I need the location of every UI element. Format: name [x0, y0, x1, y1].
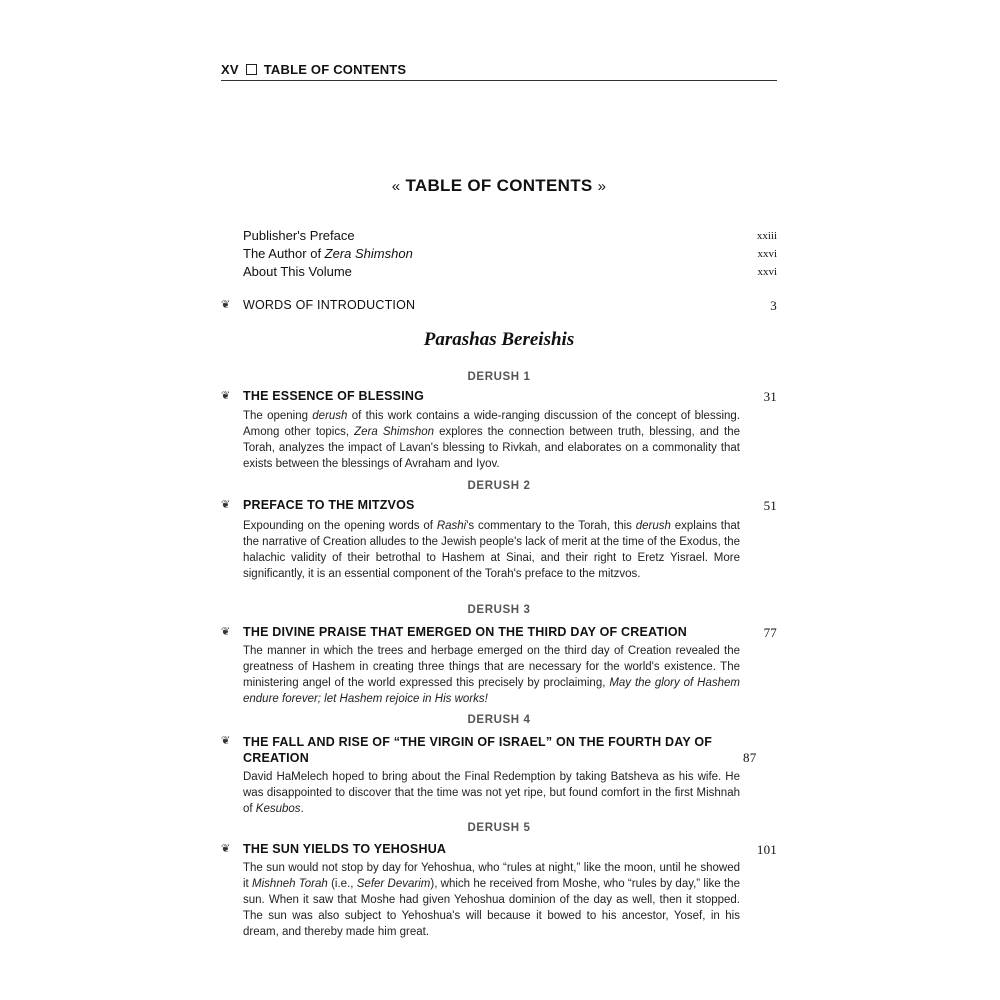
italic-term: Mishneh Torah	[252, 878, 328, 890]
derush-entry[interactable]	[221, 625, 777, 641]
running-head-page-number: XV	[221, 61, 239, 77]
front-matter-item[interactable]	[243, 227, 777, 245]
derush-entry[interactable]	[221, 389, 777, 405]
derush-label: DERUSH 4	[467, 714, 531, 726]
fleuron-icon: ❦	[221, 299, 231, 311]
front-matter-title: About This Volume	[243, 264, 352, 279]
derush-page: 51	[763, 498, 777, 513]
derush-title: THE SUN YIELDS TO YEHOSHUA	[243, 842, 447, 856]
derush-title: THE ESSENCE OF BLESSING	[243, 389, 425, 403]
left-ornament-icon: «	[391, 178, 401, 195]
derush-description: David HaMelech hoped to bring about the Final Redemption by taking Batsheva as his wife. He was disappointed to discover that the time was not yet ripe, but found comfort in the first Mishnah of Kesubos.	[243, 771, 740, 815]
fleuron-icon: ❦	[221, 626, 231, 638]
front-matter-list	[243, 227, 777, 281]
derush-label: DERUSH 5	[467, 822, 531, 834]
derush-page: 87	[743, 750, 757, 765]
toc-title-text: TABLE OF CONTENTS	[405, 176, 593, 195]
derush-description: The opening derush of this work contains a wide-ranging discussion of the concept of blessing. Among other topics, Zera Shimshon explores the connection between truth, blessing, and the Torah, analyzes the impact of Lavan's blessing to Rivkah, and elaborates on a commonality that exists between the blessings of Avraham and Iyov.	[243, 410, 740, 470]
front-matter-title: Publisher's Preface	[243, 228, 355, 243]
running-head	[221, 58, 777, 81]
italic-term: Sefer Devarim	[356, 878, 431, 890]
front-matter-page: xxvi	[757, 266, 777, 278]
front-matter-title: The Author of Zera Shimshon	[243, 246, 413, 261]
parasha-heading: Parashas Bereishis	[423, 329, 575, 350]
derush-title: THE DIVINE PRAISE THAT EMERGED ON THE THIRD DAY OF CREATION	[243, 625, 688, 639]
derush-label: DERUSH 2	[467, 480, 531, 492]
square-ornament-icon	[246, 64, 257, 75]
derush-entry[interactable]	[221, 498, 777, 514]
derush-title: THE FALL AND RISE OF “THE VIRGIN OF ISRAEL” ON THE FOURTH DAY OF CREATION	[243, 735, 713, 765]
italic-term: Kesubos	[255, 803, 301, 815]
italic-term: derush	[312, 410, 348, 422]
front-matter-item[interactable]	[243, 245, 777, 263]
introduction-entry[interactable]	[221, 298, 777, 314]
italic-term: derush	[635, 520, 671, 532]
derush-description: The manner in which the trees and herbage emerged on the third day of Creation revealed the greatness of Hashem in creating three things that are necessary for the world's existence. The ministering angel of the world expressed this precisely by proclaiming, May the glory of Hashem endure forever; let Hashem rejoice in His works!	[243, 645, 740, 705]
front-matter-page: xxvi	[757, 248, 777, 260]
derush-page: 101	[756, 842, 777, 857]
front-matter-item[interactable]	[243, 263, 777, 281]
fleuron-icon: ❦	[221, 390, 231, 402]
toc-title	[221, 176, 777, 196]
running-head-title: TABLE OF CONTENTS	[263, 61, 407, 77]
derush-description: The sun would not stop by day for Yehoshua, who “rules at night,” like the moon, until he showed it Mishneh Torah (i.e., Sefer Devarim), which he received from Moshe, who “rules by day,” like the sun. When it saw that Moshe had given Yehoshua dominion of the day as well, then it stopped. The sun was also subject to Yehoshua's will because it bowed to his ancestor, Yosef, in his dream, and thereby made him great.	[243, 862, 740, 938]
derush-page: 31	[763, 389, 777, 404]
introduction-page: 3	[770, 298, 777, 313]
italic-term: Zera Shimshon	[354, 426, 435, 438]
fleuron-icon: ❦	[221, 843, 231, 855]
derush-title: PREFACE TO THE MITZVOS	[243, 498, 415, 512]
right-ornament-icon: »	[597, 178, 607, 195]
derush-label: DERUSH 3	[467, 604, 531, 616]
italic-term: May the glory of Hashem endure forever; let Hashem rejoice in His works!	[243, 677, 740, 705]
derush-entry[interactable]	[221, 734, 777, 766]
introduction-title: WORDS OF INTRODUCTION	[243, 298, 416, 312]
derush-page: 77	[763, 625, 777, 640]
fleuron-icon: ❦	[221, 499, 231, 511]
italic-term: Rashi	[436, 520, 467, 532]
derush-entry[interactable]	[221, 842, 777, 858]
fleuron-icon: ❦	[221, 735, 231, 747]
derush-label: DERUSH 1	[467, 371, 531, 383]
front-matter-page: xxiii	[756, 230, 777, 242]
derush-description: Expounding on the opening words of Rashi's commentary to the Torah, this derush explains that the narrative of Creation alludes to the Jewish people's lack of merit at the time of the Exodus, the halachic validity of their betrothal to Hashem at Sinai, and their right to Eretz Yisrael. More significantly, it is an essential component of the Torah's preface to the mitzvos.	[243, 520, 740, 580]
